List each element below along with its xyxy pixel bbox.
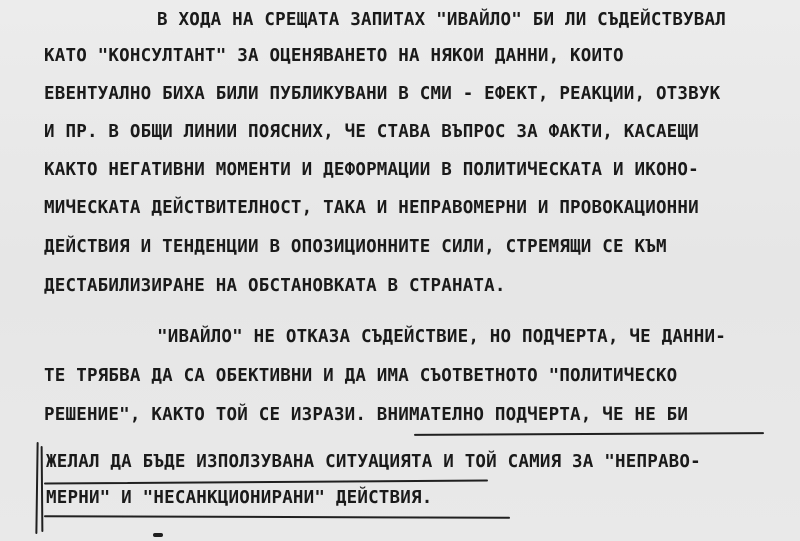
text-line: МЕРНИ" И "НЕСАНКЦИОНИРАНИ" ДЕЙСТВИЯ. bbox=[46, 488, 433, 508]
margin-bar-mark bbox=[35, 442, 38, 534]
pen-mark bbox=[153, 533, 163, 537]
underline-mark bbox=[44, 479, 488, 484]
text-line: КАТО "КОНСУЛТАНТ" ЗА ОЦЕНЯВАНЕТО НА НЯКОИ ДАННИ, КОИТО bbox=[44, 46, 624, 66]
text-line: ДЕЙСТВИЯ И ТЕНДЕНЦИИ В ОПОЗИЦИОННИТЕ СИЛИ, СТРЕМЯЩИ СЕ КЪМ bbox=[44, 237, 667, 257]
text-line: В ХОДА НА СРЕЩАТА ЗАПИТАХ "ИВАЙЛО" БИ ЛИ СЪДЕЙСТВУВАЛ bbox=[157, 10, 727, 30]
text-line: ЕВЕНТУАЛНО БИХА БИЛИ ПУБЛИКУВАНИ В СМИ - ЕФЕКТ, РЕАКЦИИ, ОТЗВУК bbox=[44, 84, 721, 104]
text-line: МИЧЕСКАТА ДЕЙСТВИТЕЛНОСТ, ТАКА И НЕПРАВОМЕРНИ И ПРОВОКАЦИОННИ bbox=[44, 198, 699, 218]
text-line: РЕШЕНИЕ", КАКТО ТОЙ СЕ ИЗРАЗИ. ВНИМАТЕЛНО ПОДЧЕРТА, ЧЕ НЕ БИ bbox=[44, 405, 689, 425]
text-line: КАКТО НЕГАТИВНИ МОМЕНТИ И ДЕФОРМАЦИИ В ПОЛИТИЧЕСКАТА И ИКОНО- bbox=[44, 160, 699, 180]
text-line: ДЕСТАБИЛИЗИРАНЕ НА ОБСТАНОВКАТА В СТРАНАТА. bbox=[44, 276, 506, 296]
text-line: ТЕ ТРЯБВА ДА СА ОБЕКТИВНИ И ДА ИМА СЪОТВЕТНОТО "ПОЛИТИЧЕСКО bbox=[44, 366, 678, 386]
underline-mark bbox=[44, 515, 510, 519]
underline-mark bbox=[414, 432, 764, 436]
text-line: "ИВАЙЛО" НЕ ОТКАЗА СЪДЕЙСТВИЕ, НО ПОДЧЕРТА, ЧЕ ДАННИ- bbox=[157, 327, 727, 347]
text-line: ЖЕЛАЛ ДА БЪДЕ ИЗПОЛЗУВАНА СИТУАЦИЯТА И ТОЙ САМИЯ ЗА "НЕПРАВО- bbox=[46, 452, 701, 472]
margin-bar-mark bbox=[41, 446, 44, 532]
text-line: И ПР. В ОБЩИ ЛИНИИ ПОЯСНИХ, ЧЕ СТАВА ВЪПРОС ЗА ФАКТИ, КАСАЕЩИ bbox=[44, 122, 699, 142]
